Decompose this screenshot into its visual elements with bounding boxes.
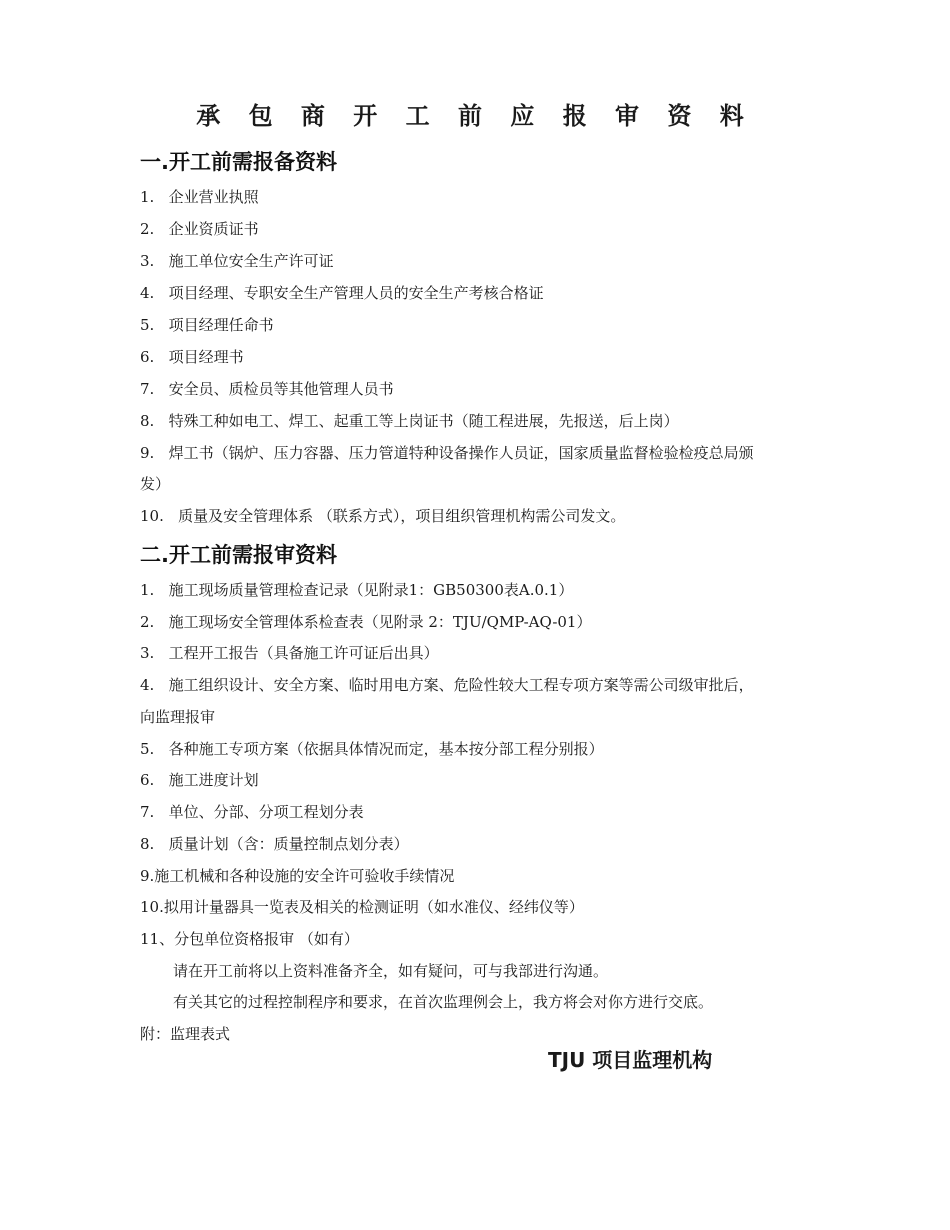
list-item: 3. 工程开工报告（具备施工许可证后出具） [140,644,439,662]
list-item-continuation: 发） [140,475,171,493]
list-item: 2. 企业资质证书 [140,220,259,238]
list-item-continuation: 向监理报审 [140,708,216,726]
list-item: 8. 特殊工种如电工、焊工、起重工等上岗证书（随工程进展，先报送，后上岗） [140,412,679,430]
list-item: 9.施工机械和各种设施的安全许可验收手续情况 [140,867,455,885]
list-item: 5. 各种施工专项方案（依据具体情况而定，基本按分部工程分别报） [140,740,604,758]
signature: TJU 项目监理机构 [548,1048,713,1072]
section-1-heading: 一.开工前需报备资料 [140,150,337,174]
list-item: 6. 项目经理书 [140,348,244,366]
section-2-heading: 二.开工前需报审资料 [140,543,337,567]
list-item: 4. 项目经理、专职安全生产管理人员的安全生产考核合格证 [140,284,544,302]
list-item: 1. 企业营业执照 [140,188,259,206]
list-item: 7. 单位、分部、分项工程划分表 [140,803,364,821]
list-item: 4. 施工组织设计、安全方案、临时用电方案、危险性较大工程专项方案等需公司级审批后， [140,676,754,694]
document-title: 承 包 商 开 工 前 应 报 审 资 料 [196,102,754,130]
list-item: 1. 施工现场质量管理检查记录（见附录1：GB50300表A.0.1） [140,581,574,599]
list-item: 6. 施工进度计划 [140,771,259,789]
closing-paragraph: 有关其它的过程控制程序和要求，在首次监理例会上，我方将会对你方进行交底。 [173,993,714,1011]
list-item: 8. 质量计划（含：质量控制点划分表） [140,835,409,853]
list-item: 10. 质量及安全管理体系 （联系方式），项目组织管理机构需公司发文。 [140,507,626,525]
list-item: 5. 项目经理任命书 [140,316,274,334]
list-item: 7. 安全员、质检员等其他管理人员书 [140,380,394,398]
list-item: 10.拟用计量器具一览表及相关的检测证明（如水准仪、经纬仪等） [140,898,584,916]
attachment-note: 附：监理表式 [140,1025,231,1043]
closing-paragraph: 请在开工前将以上资料准备齐全，如有疑问，可与我部进行沟通。 [173,962,609,980]
list-item: 9. 焊工书（锅炉、压力容器、压力管道特种设备操作人员证，国家质量监督检验检疫总局颁 [140,444,754,462]
list-item: 2. 施工现场安全管理体系检查表（见附录 2：TJU/QMP-AQ-01） [140,613,592,631]
list-item: 3. 施工单位安全生产许可证 [140,252,334,270]
list-item: 11、分包单位资格报审 （如有） [140,930,359,948]
